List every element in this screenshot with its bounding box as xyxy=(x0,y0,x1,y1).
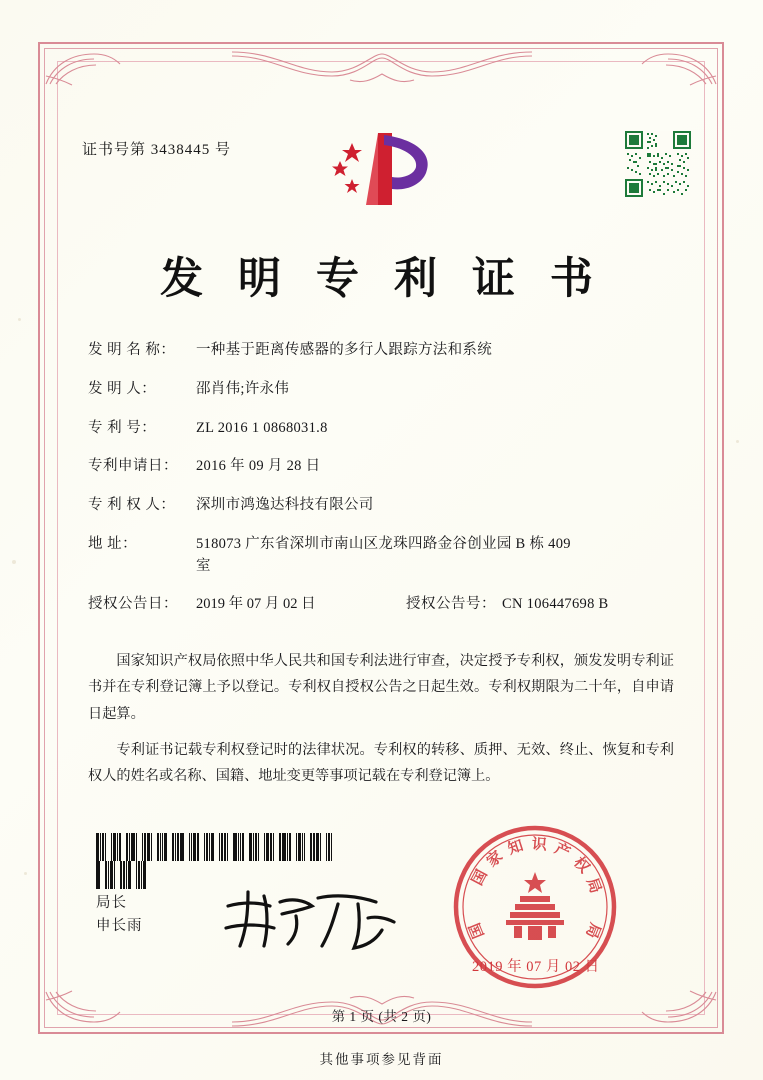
director-name: 申长雨 xyxy=(96,918,143,935)
page-title: 发 明 专 利 证 书 xyxy=(160,254,603,304)
field-row-address xyxy=(88,534,678,578)
paragraph-1: 国家知识产权局依照中华人民共和国专利法进行审查，决定授予专利权，颁发发明专利证书并在专利登记簿上予以登记。专利权自授权公告之日起生效。专利权期限为二十年，自申请日起算。 xyxy=(88,653,674,722)
svg-text:家: 家 xyxy=(482,847,507,871)
field-label: 发 明 名 称： xyxy=(88,342,176,358)
svg-text:产: 产 xyxy=(551,838,574,862)
field-label-grant-number: 授权公告号： xyxy=(406,596,496,613)
corner-ornament-icon xyxy=(640,48,718,86)
top-ornament-icon xyxy=(232,50,532,86)
field-row-patentee xyxy=(88,495,678,517)
seal-date: 2019 年 07 月 02 日 xyxy=(472,959,600,975)
paper-speck xyxy=(18,318,21,321)
legal-text xyxy=(88,648,674,799)
footer-note: 其他事项参见背面 xyxy=(319,1052,444,1067)
field-row-invention-name xyxy=(88,340,678,362)
svg-text:国: 国 xyxy=(467,866,491,889)
paper-speck xyxy=(24,872,27,875)
director-signature-block xyxy=(96,892,143,938)
patent-office-logo-icon xyxy=(322,125,442,217)
svg-text:识: 识 xyxy=(531,834,548,854)
corner-ornament-icon xyxy=(44,48,122,86)
field-row-inventor xyxy=(88,379,678,401)
certificate-number: 证书号第 3438445 号 xyxy=(82,142,232,158)
qr-code-icon xyxy=(625,131,691,197)
handwritten-signature-icon xyxy=(218,884,408,956)
director-label: 局长 xyxy=(96,895,127,911)
field-row-patent-number xyxy=(88,418,678,440)
svg-text:知: 知 xyxy=(505,836,526,858)
field-label: 专 利 号： xyxy=(88,419,157,436)
field-label: 专利申请日： xyxy=(88,458,178,475)
field-label-grant-date: 授权公告日： xyxy=(88,596,178,613)
svg-text:局: 局 xyxy=(582,920,605,941)
svg-text:国: 国 xyxy=(465,920,488,941)
field-row-grant-announcement xyxy=(88,594,678,616)
field-value: 深圳市鸿逸达科技有限公司 xyxy=(196,497,374,513)
paper-speck xyxy=(736,440,739,443)
paper-speck xyxy=(12,560,16,564)
field-label: 发 明 人： xyxy=(88,380,157,397)
field-value: 518073 广东省深圳市南山区龙珠四路金谷创业园 B 栋 409 xyxy=(196,535,571,552)
barcode-icon xyxy=(96,833,334,861)
field-label: 地 址： xyxy=(88,535,138,552)
field-value: 邵肖伟;许永伟 xyxy=(196,380,290,397)
svg-text:局: 局 xyxy=(583,875,606,896)
field-value-grant-number: CN 106447698 B xyxy=(502,596,609,613)
field-label: 专 利 权 人： xyxy=(88,497,176,513)
field-row-application-date xyxy=(88,456,678,478)
svg-text:权: 权 xyxy=(570,853,594,877)
field-value-grant-date: 2019 年 07 月 02 日 xyxy=(196,596,316,613)
field-value: ZL 2016 1 0868031.8 xyxy=(196,419,328,436)
field-list xyxy=(88,340,678,626)
field-value: 一种基于距离传感器的多行人跟踪方法和系统 xyxy=(196,342,492,358)
page-number: 第 1 页 (共 2 页) xyxy=(331,1009,432,1024)
paragraph-2: 专利证书记载专利权登记时的法律状况。专利权的转移、质押、无效、终止、恢复和专利权人的姓名或名称、国籍、地址变更等事项记载在专利登记簿上。 xyxy=(88,741,674,785)
field-value: 2016 年 09 月 28 日 xyxy=(196,458,321,475)
field-value-second-line: 室 xyxy=(196,557,211,574)
